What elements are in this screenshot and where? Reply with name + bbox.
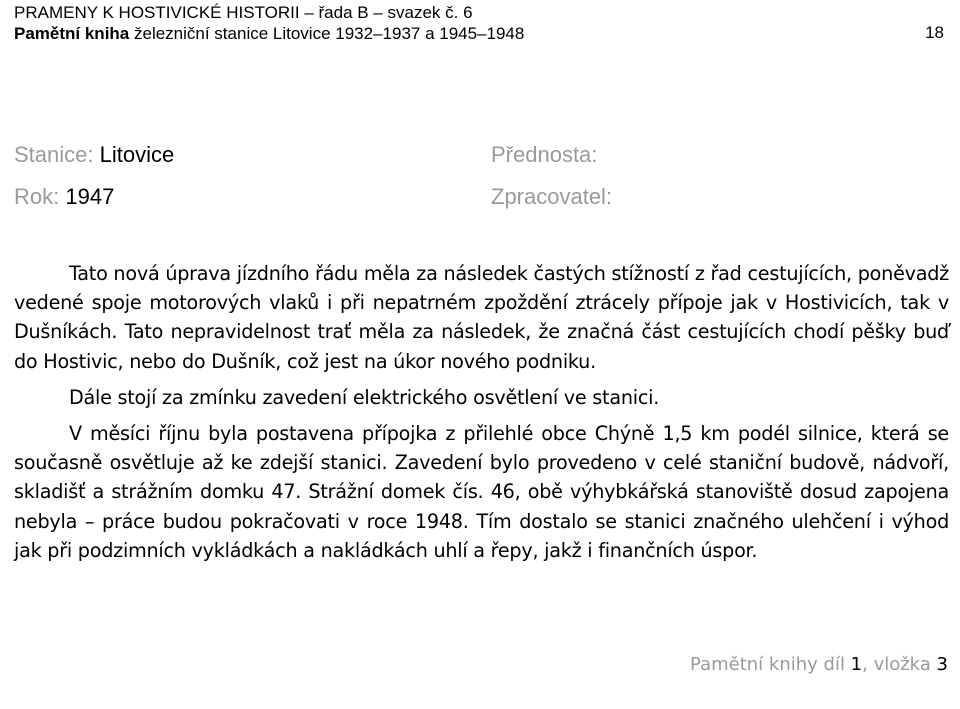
footer-sep: , vložka	[862, 654, 937, 675]
zpracovatel-field: Zpracovatel:	[491, 184, 613, 209]
paragraph-2: Dále stojí za zmínku zavedení elektrického osvětlení ve stanici.	[69, 385, 660, 409]
footer-vlozka: 3	[936, 654, 948, 675]
paragraph-3: V měsíci říjnu byla postavena přípojka z přilehlé obce Chýně 1,5 km podél silnice, která se současně osvětluje až ke zdejší stanici. Zavedení bylo provedeno v celé staniční budově, nádvoří, skladišť a strážním domku 47. Strážní domek čís. 46, obě výhybkářská stanoviště dosud zapojena nebyla – práce budou pokračovati v roce 1948. Tím dostalo se stanici značného ulehčení i výhod jak při podzimních vykládkách a nakládkách uhlí a řepy, jakž i finančních úspor.	[14, 422, 949, 562]
page-footer	[690, 654, 948, 675]
document-title-rest: železniční stanice Litovice 1932–1937 a 1945–1948	[129, 24, 525, 43]
prednosta-field: Přednosta:	[491, 142, 598, 167]
document-title	[14, 23, 944, 44]
rok-label: Rok:	[14, 184, 66, 209]
series-title: PRAMENY K HOSTIVICKÉ HISTORII – řada B – svazek č. 6	[14, 3, 473, 22]
footer-dil: 1	[850, 654, 863, 675]
rok-value: 1947	[65, 184, 115, 209]
stanice-value: Litovice	[99, 142, 175, 167]
footer-label: Pamětní knihy díl	[690, 654, 851, 675]
document-title-bold: Pamětní kniha	[14, 24, 130, 43]
paragraph-1: Tato nová úprava jízdního řádu měla za následek častých stížností z řad cestujících, poněvadž vedené spoje motorových vlaků i při nepatrném zpoždění ztrácely přípoje jak v Hostivicích, tak v Dušníkách. Tato nepravidelnost trať měla za následek, že značná část cestujících chodí pěšky buď do Hostivic, nebo do Dušník, což jest na úkor nového podniku.	[14, 262, 949, 373]
stanice-label: Stanice:	[14, 142, 100, 167]
page-number: 18	[925, 23, 944, 42]
rok-field	[14, 184, 114, 210]
body-text	[14, 259, 949, 565]
page-header	[14, 2, 944, 44]
stanice-field	[14, 142, 174, 168]
